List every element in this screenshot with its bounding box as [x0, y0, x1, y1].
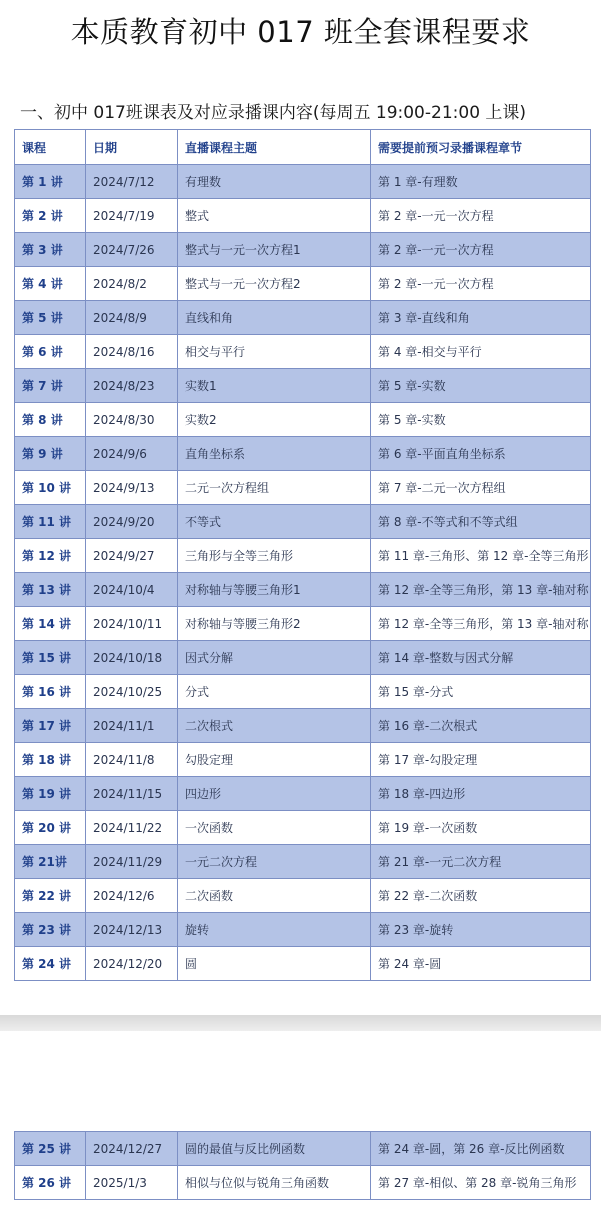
topic-cell: 三角形与全等三角形 [178, 539, 371, 573]
date-cell: 2024/7/12 [86, 165, 178, 199]
chapter-cell: 第 7 章-二元一次方程组 [371, 471, 591, 505]
lesson-cell: 第 14 讲 [15, 607, 86, 641]
topic-cell: 有理数 [178, 165, 371, 199]
chapter-cell: 第 1 章-有理数 [371, 165, 591, 199]
lesson-cell: 第 19 讲 [15, 777, 86, 811]
topic-cell: 勾股定理 [178, 743, 371, 777]
chapter-cell: 第 19 章-一次函数 [371, 811, 591, 845]
date-cell: 2024/8/23 [86, 369, 178, 403]
chapter-cell: 第 12 章-全等三角形，第 13 章-轴对称 [371, 573, 591, 607]
date-cell: 2024/11/8 [86, 743, 178, 777]
table-row [15, 845, 591, 879]
chapter-cell: 需要提前预习录播课程章节 [371, 130, 591, 165]
lesson-cell: 第 16 讲 [15, 675, 86, 709]
table-row [15, 675, 591, 709]
lesson-cell: 第 6 讲 [15, 335, 86, 369]
date-cell: 2024/10/18 [86, 641, 178, 675]
lesson-cell: 第 5 讲 [15, 301, 86, 335]
topic-cell: 不等式 [178, 505, 371, 539]
date-cell: 2024/9/13 [86, 471, 178, 505]
table-row [15, 1166, 591, 1200]
lesson-cell: 第 1 讲 [15, 165, 86, 199]
table-row [15, 777, 591, 811]
table-row [15, 539, 591, 573]
lesson-cell: 第 13 讲 [15, 573, 86, 607]
table-row [15, 743, 591, 777]
topic-cell: 整式 [178, 199, 371, 233]
date-cell: 2024/10/11 [86, 607, 178, 641]
chapter-cell: 第 15 章-分式 [371, 675, 591, 709]
table-header-row [15, 130, 591, 165]
table-row [15, 233, 591, 267]
date-cell: 2024/12/20 [86, 947, 178, 981]
date-cell: 2024/10/25 [86, 675, 178, 709]
table-row [15, 471, 591, 505]
topic-cell: 对称轴与等腰三角形2 [178, 607, 371, 641]
chapter-cell: 第 27 章-相似、第 28 章-锐角三角形 [371, 1166, 591, 1200]
topic-cell: 直播课程主题 [178, 130, 371, 165]
table-row [15, 811, 591, 845]
date-cell: 2024/8/2 [86, 267, 178, 301]
topic-cell: 分式 [178, 675, 371, 709]
table-row [15, 369, 591, 403]
date-cell: 2024/11/22 [86, 811, 178, 845]
topic-cell: 整式与一元一次方程1 [178, 233, 371, 267]
topic-cell: 一元二次方程 [178, 845, 371, 879]
lesson-cell: 课程 [15, 130, 86, 165]
date-cell: 2024/11/15 [86, 777, 178, 811]
topic-cell: 二次函数 [178, 879, 371, 913]
chapter-cell: 第 2 章-一元一次方程 [371, 267, 591, 301]
chapter-cell: 第 23 章-旋转 [371, 913, 591, 947]
chapter-cell: 第 17 章-勾股定理 [371, 743, 591, 777]
lesson-cell: 第 12 讲 [15, 539, 86, 573]
topic-cell: 整式与一元一次方程2 [178, 267, 371, 301]
chapter-cell: 第 24 章-圆 [371, 947, 591, 981]
table-row [15, 607, 591, 641]
topic-cell: 旋转 [178, 913, 371, 947]
lesson-cell: 第 4 讲 [15, 267, 86, 301]
lesson-cell: 第 8 讲 [15, 403, 86, 437]
topic-cell: 相交与平行 [178, 335, 371, 369]
date-cell: 2024/8/16 [86, 335, 178, 369]
lesson-cell: 第 21讲 [15, 845, 86, 879]
lesson-cell: 第 20 讲 [15, 811, 86, 845]
date-cell: 2024/11/29 [86, 845, 178, 879]
date-cell: 2024/9/6 [86, 437, 178, 471]
date-cell: 2025/1/3 [86, 1166, 178, 1200]
table-row [15, 573, 591, 607]
table-row [15, 641, 591, 675]
chapter-cell: 第 21 章-一元二次方程 [371, 845, 591, 879]
chapter-cell: 第 11 章-三角形、第 12 章-全等三角形 [371, 539, 591, 573]
lesson-cell: 第 17 讲 [15, 709, 86, 743]
chapter-cell: 第 2 章-一元一次方程 [371, 199, 591, 233]
topic-cell: 圆 [178, 947, 371, 981]
date-cell: 2024/9/20 [86, 505, 178, 539]
document-title: 本质教育初中 017 班全套课程要求 [70, 15, 531, 49]
chapter-cell: 第 5 章-实数 [371, 369, 591, 403]
table-row [15, 199, 591, 233]
date-cell: 2024/7/26 [86, 233, 178, 267]
lesson-cell: 第 18 讲 [15, 743, 86, 777]
date-cell: 2024/9/27 [86, 539, 178, 573]
topic-cell: 相似与位似与锐角三角函数 [178, 1166, 371, 1200]
table-row [15, 437, 591, 471]
table-row [15, 301, 591, 335]
lesson-cell: 第 25 讲 [15, 1132, 86, 1166]
chapter-cell: 第 8 章-不等式和不等式组 [371, 505, 591, 539]
date-cell: 2024/7/19 [86, 199, 178, 233]
chapter-cell: 第 2 章-一元一次方程 [371, 233, 591, 267]
table-row [15, 947, 591, 981]
lesson-cell: 第 22 讲 [15, 879, 86, 913]
topic-cell: 因式分解 [178, 641, 371, 675]
topic-cell: 四边形 [178, 777, 371, 811]
table-row [15, 879, 591, 913]
table-row [15, 165, 591, 199]
chapter-cell: 第 3 章-直线和角 [371, 301, 591, 335]
chapter-cell: 第 6 章-平面直角坐标系 [371, 437, 591, 471]
table-row [15, 709, 591, 743]
table-row [15, 1132, 591, 1166]
topic-cell: 直线和角 [178, 301, 371, 335]
lesson-cell: 第 9 讲 [15, 437, 86, 471]
chapter-cell: 第 4 章-相交与平行 [371, 335, 591, 369]
lesson-cell: 第 26 讲 [15, 1166, 86, 1200]
lesson-cell: 第 23 讲 [15, 913, 86, 947]
topic-cell: 二元一次方程组 [178, 471, 371, 505]
date-cell: 2024/11/1 [86, 709, 178, 743]
topic-cell: 圆的最值与反比例函数 [178, 1132, 371, 1166]
chapter-cell: 第 14 章-整数与因式分解 [371, 641, 591, 675]
section-heading: 一、初中 017班课表及对应录播课内容(每周五 19:00-21:00 上课) [20, 103, 527, 123]
schedule-table [14, 129, 591, 981]
topic-cell: 直角坐标系 [178, 437, 371, 471]
chapter-cell: 第 16 章-二次根式 [371, 709, 591, 743]
table-row [15, 403, 591, 437]
lesson-cell: 第 3 讲 [15, 233, 86, 267]
lesson-cell: 第 2 讲 [15, 199, 86, 233]
topic-cell: 实数1 [178, 369, 371, 403]
chapter-cell: 第 12 章-全等三角形，第 13 章-轴对称 [371, 607, 591, 641]
table-row [15, 335, 591, 369]
lesson-cell: 第 10 讲 [15, 471, 86, 505]
chapter-cell: 第 5 章-实数 [371, 403, 591, 437]
table-row [15, 913, 591, 947]
date-cell: 日期 [86, 130, 178, 165]
lesson-cell: 第 24 讲 [15, 947, 86, 981]
date-cell: 2024/8/30 [86, 403, 178, 437]
date-cell: 2024/10/4 [86, 573, 178, 607]
date-cell: 2024/12/27 [86, 1132, 178, 1166]
date-cell: 2024/12/13 [86, 913, 178, 947]
date-cell: 2024/12/6 [86, 879, 178, 913]
topic-cell: 一次函数 [178, 811, 371, 845]
topic-cell: 对称轴与等腰三角形1 [178, 573, 371, 607]
topic-cell: 实数2 [178, 403, 371, 437]
chapter-cell: 第 22 章-二次函数 [371, 879, 591, 913]
page-break [0, 1015, 601, 1031]
schedule-table-continued [14, 1131, 591, 1200]
table-row [15, 267, 591, 301]
topic-cell: 二次根式 [178, 709, 371, 743]
lesson-cell: 第 7 讲 [15, 369, 86, 403]
chapter-cell: 第 24 章-圆，第 26 章-反比例函数 [371, 1132, 591, 1166]
lesson-cell: 第 11 讲 [15, 505, 86, 539]
table-row [15, 505, 591, 539]
lesson-cell: 第 15 讲 [15, 641, 86, 675]
date-cell: 2024/8/9 [86, 301, 178, 335]
chapter-cell: 第 18 章-四边形 [371, 777, 591, 811]
